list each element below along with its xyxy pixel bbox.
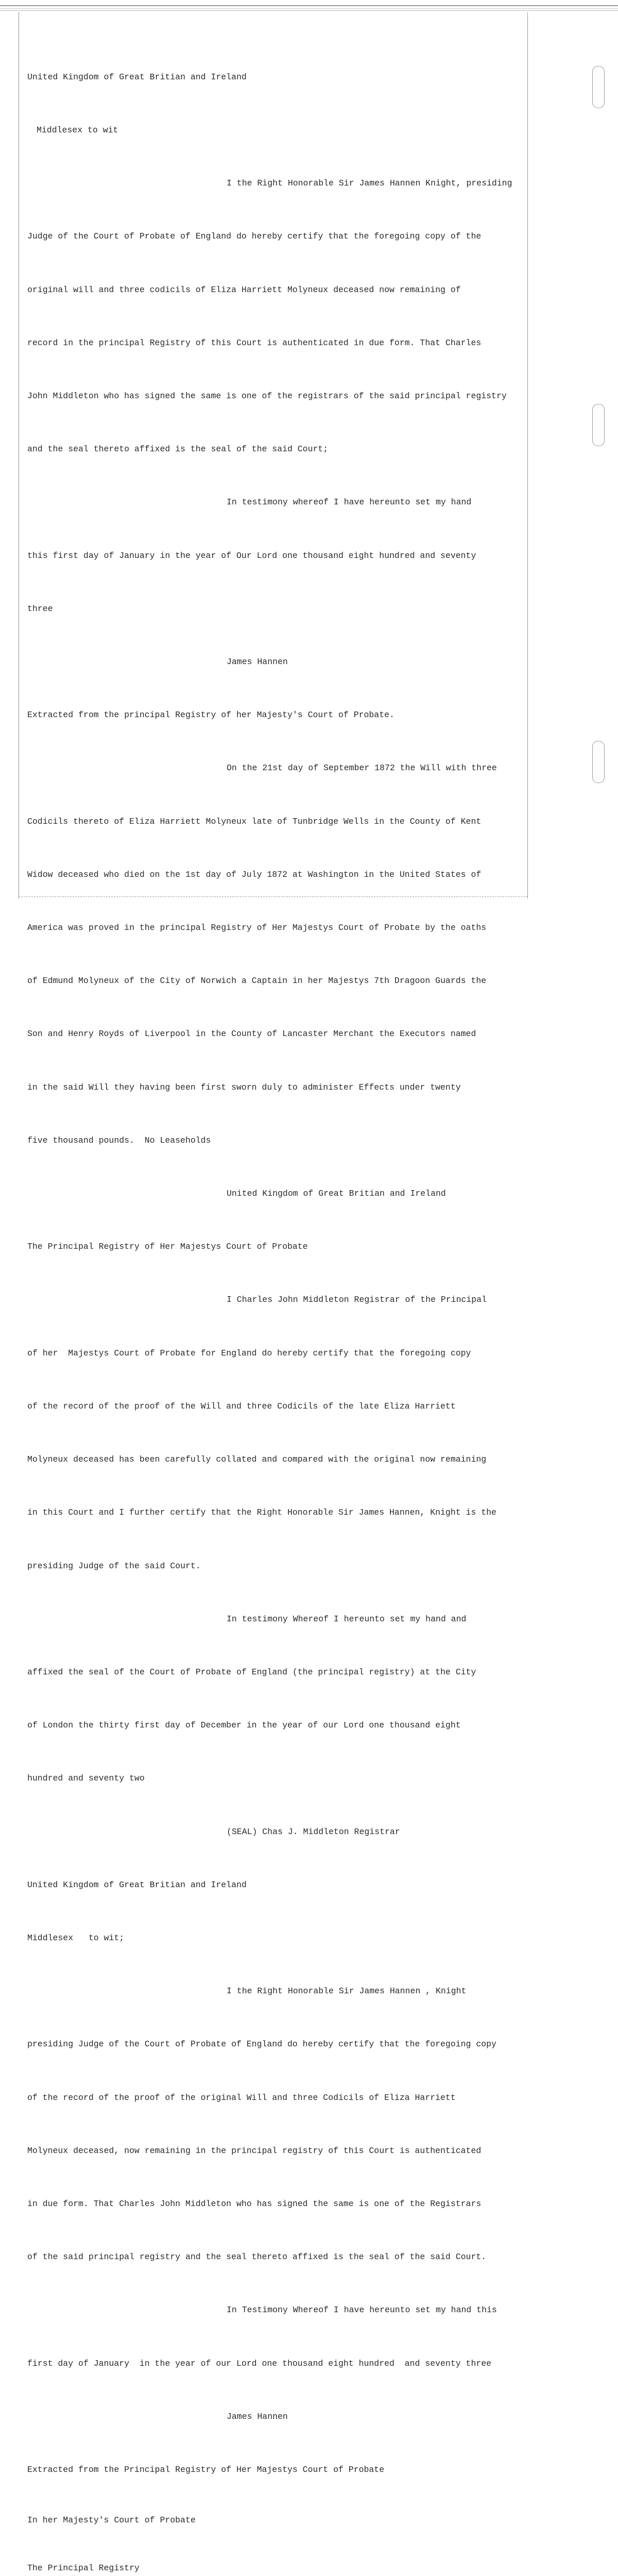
signature-line: James Hannen	[227, 657, 288, 667]
text-line: Son and Henry Royds of Liverpool in the County of Lancaster Merchant the Executors named	[27, 1029, 476, 1039]
text-line: hundred and seventy two	[27, 1773, 145, 1784]
text-line: I the Right Honorable Sir James Hannen Knight, presiding	[227, 178, 512, 189]
text-line: of the said principal registry and the seal thereto affixed is the seal of the said Court.	[27, 2252, 487, 2262]
top-rule-secondary	[0, 10, 618, 11]
text-line: in due form. That Charles John Middleton who has signed the same is one of the Registrars	[27, 2198, 482, 2209]
text-line: affixed the seal of the Court of Probate of England (the principal registry) at the City	[27, 1667, 476, 1677]
text-line: Extracted from the principal Registry of her Majesty's Court of Probate.	[27, 710, 394, 720]
text-line: Molyneux deceased, now remaining in the principal registry of this Court is authenticated	[27, 2145, 482, 2156]
text-line: this first day of January in the year of Our Lord one thousand eight hundred and seventy	[27, 550, 476, 561]
text-line: United Kingdom of Great Britian and Ireland	[27, 1879, 247, 1890]
signature-line: James Hannen	[227, 2411, 288, 2421]
text-line: United Kingdom of Great Britian and Ireland	[27, 72, 247, 82]
text-line: of Edmund Molyneux of the City of Norwich a Captain in her Majestys 7th Dragoon Guards the	[27, 976, 487, 986]
text-line: America was proved in the principal Registry of Her Majestys Court of Probate by the oaths	[27, 923, 487, 933]
text-line: In testimony Whereof I hereunto set my hand and	[227, 1614, 467, 1624]
text-line: presiding Judge of the Court of Probate of England do hereby certify that the foregoing copy	[27, 2039, 496, 2049]
text-line: Extracted from the Principal Registry of Her Majestys Court of Probate	[27, 2464, 385, 2475]
text-line: John Middleton who has signed the same is one of the registrars of the said principal registry	[27, 391, 507, 401]
text-line: presiding Judge of the said Court.	[27, 1561, 201, 1571]
text-line: and the seal thereto affixed is the seal of the said Court;	[27, 444, 329, 454]
text-line: in the said Will they having been first sworn duly to administer Effects under twenty	[27, 1082, 461, 1092]
text-line: of her Majestys Court of Probate for England do hereby certify that the foregoing copy	[27, 1348, 471, 1358]
text-line: Molyneux deceased has been carefully collated and compared with the original now remaining	[27, 1454, 487, 1465]
text-line: United Kingdom of Great Britian and Ireland	[227, 1189, 446, 1199]
text-line: Widow deceased who died on the 1st day of July 1872 at Washington in the United States of	[27, 869, 482, 879]
text-line: In testimony whereof I have hereunto set my hand	[227, 497, 472, 507]
text-line: record in the principal Registry of this Court is authenticated in due form. That Charles	[27, 337, 482, 348]
text-line: On the 21st day of September 1872 the Will with three	[227, 763, 497, 773]
text-line: In her Majesty's Court of Probate	[27, 2515, 196, 2526]
text-line: of the record of the proof of the Will and three Codicils of the late Eliza Harriett	[27, 1401, 456, 1411]
text-line: in this Court and I further certify that the Right Honorable Sir James Hannen, Knight is the	[27, 1507, 496, 1518]
text-line: The Principal Registry	[27, 2563, 140, 2573]
binder-hole-2	[592, 404, 605, 446]
text-line: The Principal Registry of Her Majestys Court of Probate	[27, 1242, 308, 1252]
text-line: I the Right Honorable Sir James Hannen , Knight	[227, 1986, 467, 1996]
text-line: I Charles John Middleton Registrar of the Principal	[227, 1295, 487, 1305]
text-line: five thousand pounds. No Leaseholds	[27, 1135, 211, 1145]
binder-hole-1	[592, 66, 605, 108]
text-line: Codicils thereto of Eliza Harriett Molyneux late of Tunbridge Wells in the County of Kent	[27, 816, 482, 826]
text-line: Middlesex to wit	[37, 125, 118, 135]
binder-hole-3	[592, 741, 605, 783]
text-line: Middlesex to wit;	[27, 1933, 125, 1943]
text-line: first day of January in the year of our Lord one thousand eight hundred and seventy three	[27, 2358, 492, 2368]
seal-signature-line: (SEAL) Chas J. Middleton Registrar	[227, 1826, 400, 1837]
text-line: In Testimony Whereof I have hereunto set my hand this	[227, 2305, 497, 2315]
text-line: Judge of the Court of Probate of England do hereby certify that the foregoing copy of the	[27, 231, 482, 242]
text-line: original will and three codicils of Eliza Harriett Molyneux deceased now remaining of	[27, 284, 461, 295]
top-rule	[0, 5, 618, 9]
text-line: of London the thirty first day of December in the year of our Lord one thousand eight	[27, 1720, 461, 1731]
document-text	[27, 33, 532, 2576]
text-line: three	[27, 603, 53, 614]
text-line: of the record of the proof of the original Will and three Codicils of Eliza Harriett	[27, 2092, 456, 2103]
